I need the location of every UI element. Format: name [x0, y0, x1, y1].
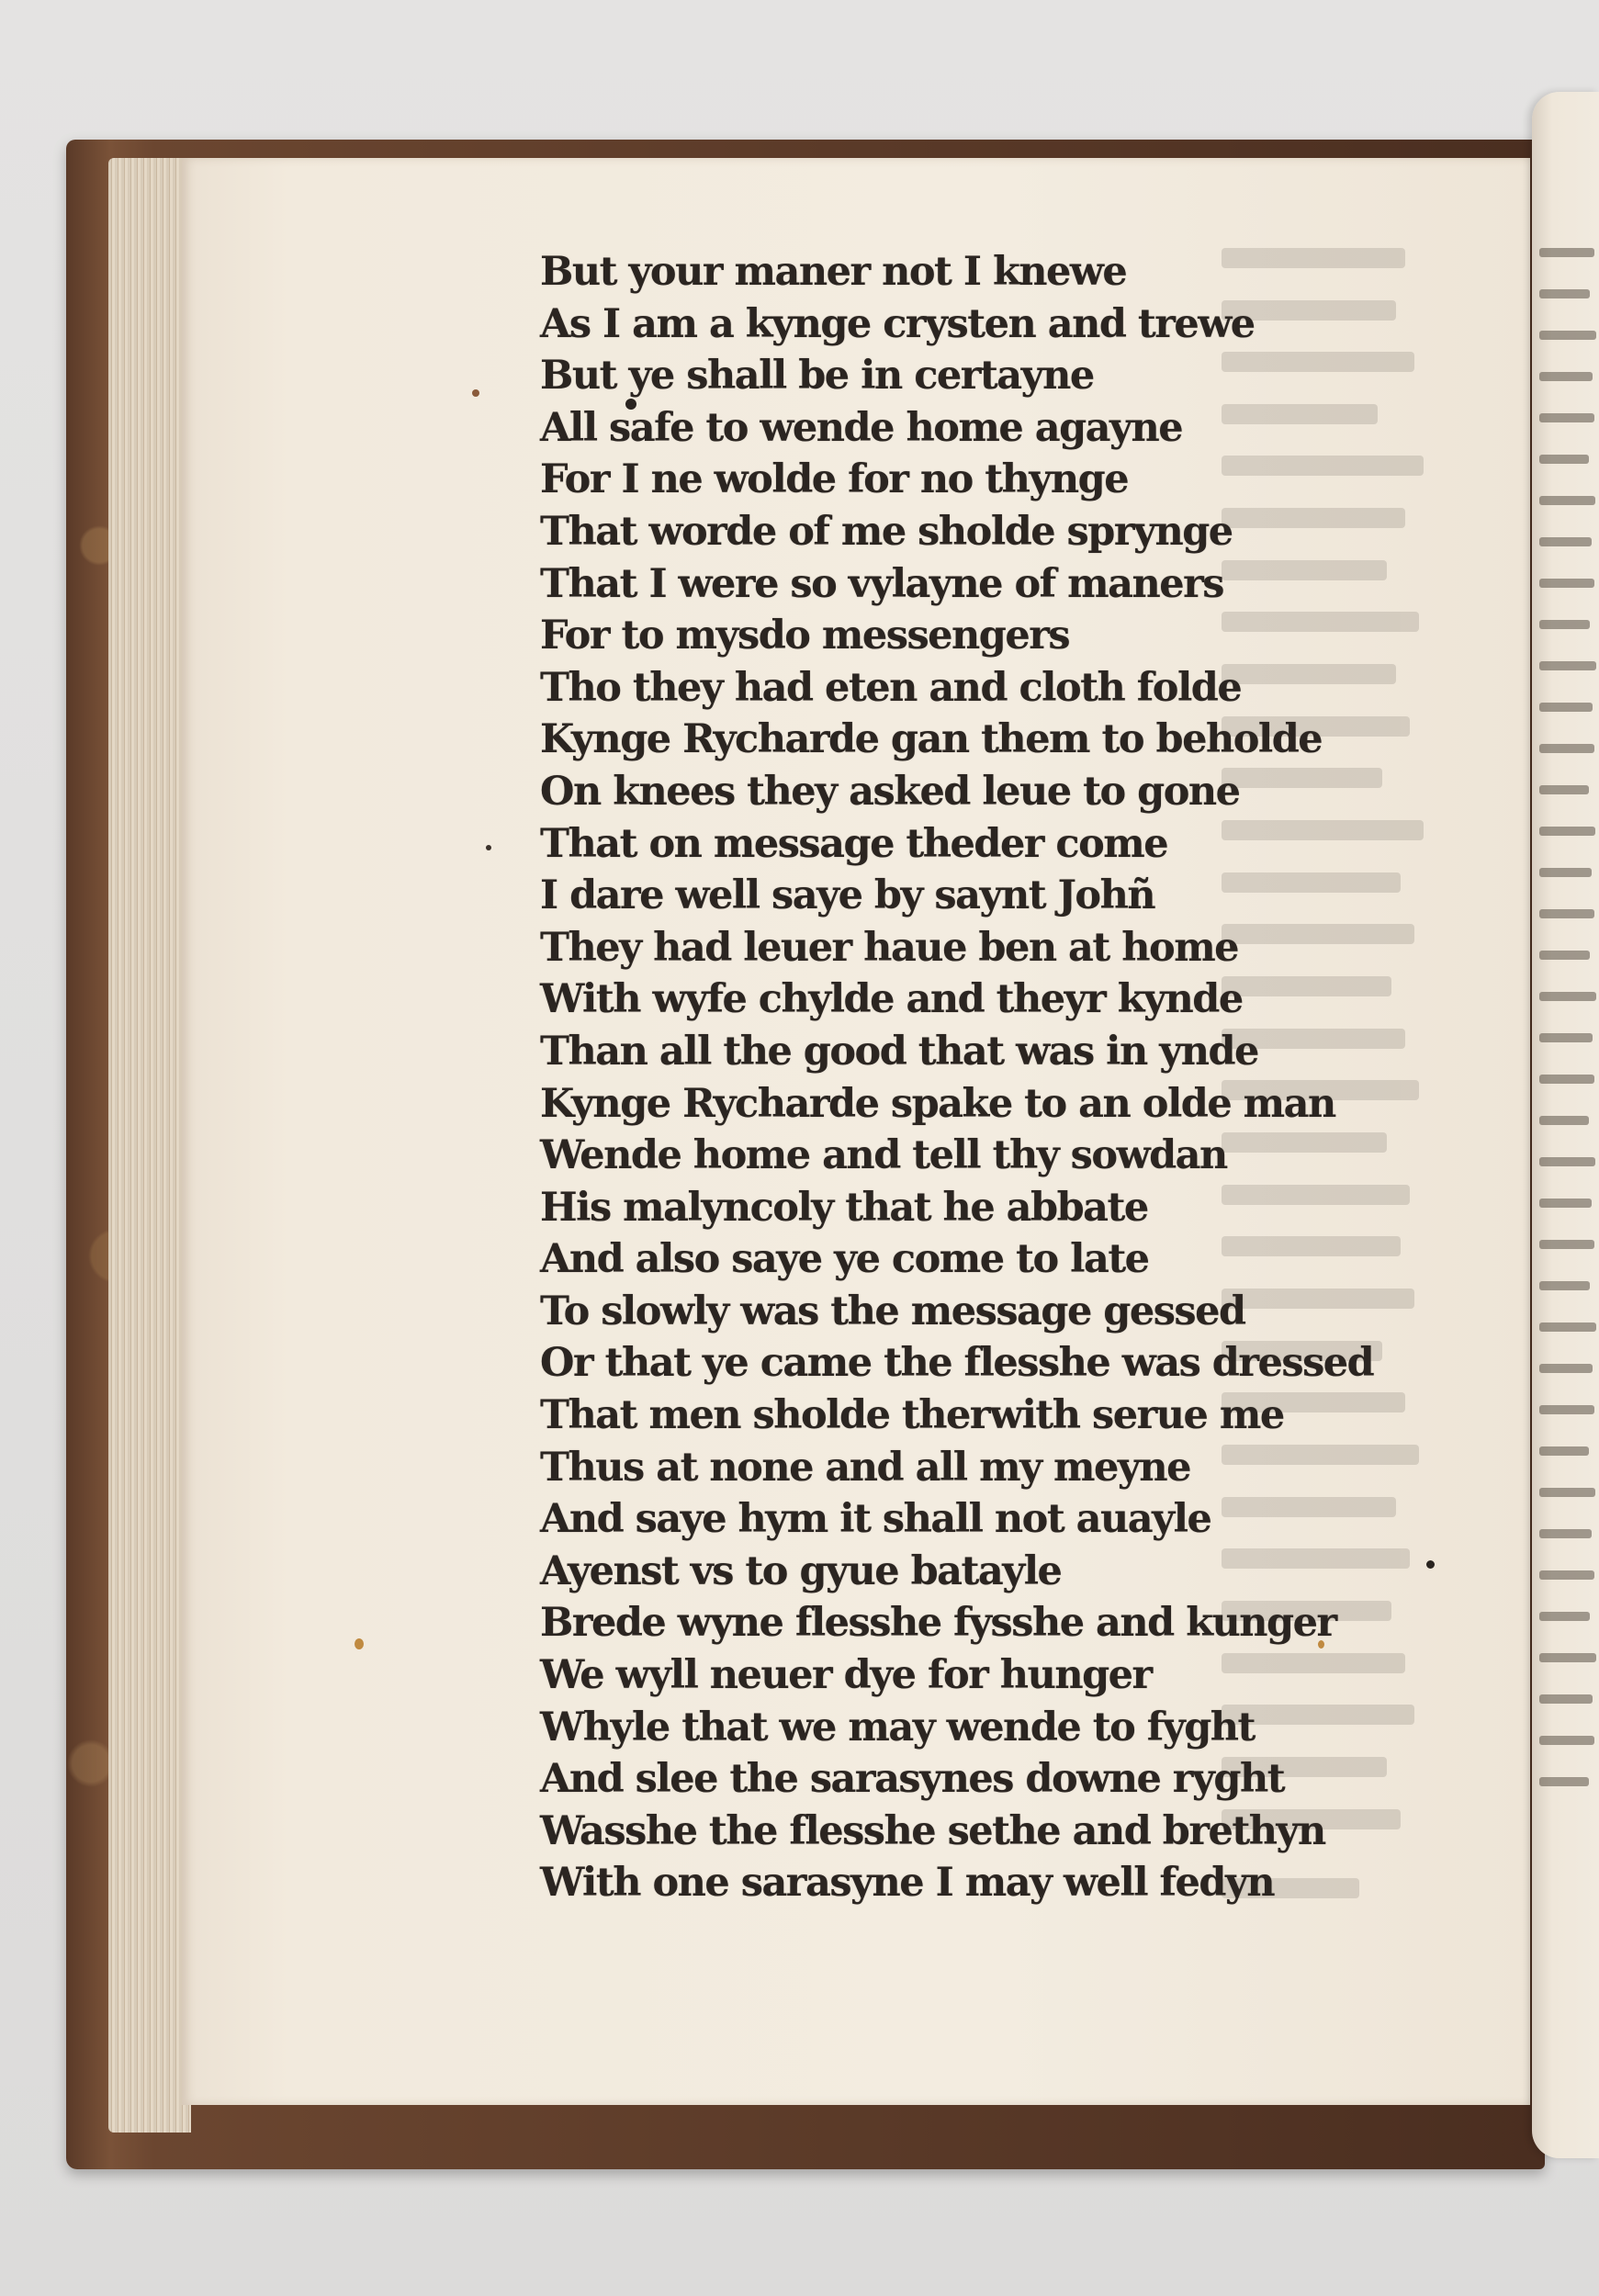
verse-line: With one sarasyne I may well fedyn [540, 1860, 1275, 1907]
verse-line: Wasshe the flesshe sethe and brethyn [540, 1807, 1325, 1854]
verse-line: That men sholde therwith serue me [540, 1392, 1284, 1439]
verse-line: That on message theder come [540, 820, 1168, 867]
verse-line: Kynge Rycharde gan them to beholde [540, 716, 1323, 763]
verse-line: That I were so vylayne of maners [540, 560, 1223, 607]
verse-line: Brede wyne flesshe fysshe and kunger [540, 1600, 1336, 1647]
verse-line: With wyfe chylde and theyr kynde [540, 976, 1243, 1023]
verse-line: And saye hym it shall not auayle [540, 1496, 1211, 1543]
verse-line: All safe to wende home agayne [540, 404, 1183, 451]
verse-line: But ye shall be in certayne [540, 353, 1094, 400]
ink-spot [486, 845, 491, 850]
verse-line: For I ne wolde for no thynge [540, 456, 1129, 503]
verse-line: Whyle that we may wende to fyght [540, 1704, 1255, 1750]
verse-text [540, 246, 1374, 1909]
verse-line: But your maner not I knewe [540, 249, 1127, 295]
ink-spot [355, 1638, 364, 1649]
verse-line: On knees they asked leue to gone [540, 768, 1240, 815]
verse-line: We wyll neuer dye for hunger [540, 1652, 1152, 1699]
verse-line: And slee the sarasynes downe ryght [540, 1756, 1285, 1803]
verse-line: His malyncoly that he abbate [540, 1184, 1148, 1231]
verse-line: Thus at none and all my meyne [540, 1444, 1191, 1491]
verse-line: To slowly was the message gessed [540, 1288, 1245, 1334]
verse-line: They had leuer haue ben at home [540, 924, 1239, 971]
verse-line: I dare well saye by saynt Johñ [540, 872, 1155, 919]
verse-line: As I am a kynge crysten and trewe [540, 300, 1255, 347]
verse-line: Kynge Rycharde spake to an olde man [540, 1080, 1335, 1127]
verse-line: Ayenst vs to gyue batayle [540, 1548, 1062, 1594]
verse-line: Than all the good that was in ynde [540, 1028, 1258, 1075]
verse-line: Wende home and tell thy sowdan [540, 1132, 1227, 1179]
ink-spot [472, 389, 479, 397]
verse-line: That worde of me sholde sprynge [540, 508, 1233, 555]
verse-line: For to mysdo messengers [540, 613, 1070, 659]
verse-line: Or that ye came the flesshe was dressed [540, 1340, 1374, 1387]
verse-line: And also saye ye come to late [540, 1236, 1149, 1283]
facing-page-edge [1532, 92, 1599, 2158]
page-edges [108, 158, 191, 2133]
ink-spot [1426, 1560, 1435, 1569]
verse-line: Tho they had eten and cloth folde [540, 664, 1242, 711]
